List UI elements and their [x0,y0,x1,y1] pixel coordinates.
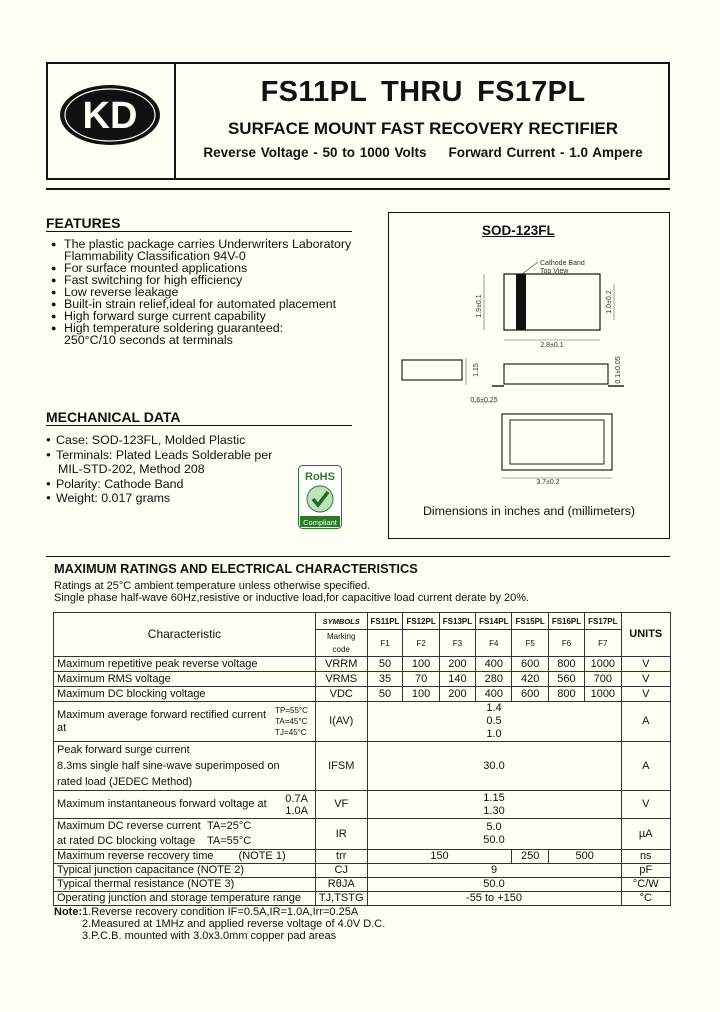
row-label: Maximum DC blocking voltage [54,687,316,702]
feature-item-cont: Flammability Classification 94V-0 [64,249,246,263]
marking-code: F1 [367,630,403,657]
row-symbol: TJ,TSTG [315,892,367,906]
cell-value: 1.15 [483,791,505,804]
mechanical-item-cont: MIL-STD-202, Method 208 [58,462,205,476]
table-row [54,892,671,906]
row-symbol: trr [315,850,367,864]
cell-value-group [367,702,621,742]
reverse-voltage-spec: Reverse Voltage - 50 to 1000 Volts [203,145,427,160]
marking-code: F3 [439,630,475,657]
feature-item: ● Low reverse leakage [46,286,376,298]
table-row [54,657,671,672]
row-unit: ns [621,850,671,864]
cell-value: 200 [439,687,475,702]
row-unit: A [621,702,671,742]
row-symbol: VDC [315,687,367,702]
row-label-ifsm [54,742,316,791]
cell-value: 250 [512,850,548,864]
feature-item: ● High forward surge current capability [46,310,376,322]
cell-value: -55 to +150 [367,892,621,906]
cell-value: 600 [512,687,548,702]
condition: TA=25°C [207,820,252,832]
row-unit: V [621,672,671,687]
condition: TJ=45°C [275,728,307,737]
mechanical-item: ● Weight: 0.017 grams [46,491,306,506]
forward-current-spec: Forward Current - 1.0 Ampere [448,145,643,160]
cell-value: 50 [367,657,403,672]
row-note: (NOTE 1) [238,850,286,862]
note-1: 1.Reverse recovery condition IF=0.5A,IR=1.0A,Irr=0.25A [82,906,359,918]
row-label-iav [54,702,316,742]
feature-item: ● The plastic package carries Underwriters Laboratory [46,238,376,250]
condition: TA=45°C [275,717,308,726]
row-label: 8.3ms single half sine-wave superimposed on [57,760,280,772]
marking-code: F4 [476,630,512,657]
cell-value: 9 [367,864,621,878]
ratings-rule [46,556,670,557]
ratings-title: MAXIMUM RATINGS AND ELECTRICAL CHARACTERISTICS [54,561,418,576]
cell-value: 1.0 [486,728,502,740]
feature-item: ● Built-in strain relief,ideal for automated placement [46,298,376,310]
mechanical-heading: MECHANICAL DATA [46,409,181,425]
cell-value: 1000 [585,657,621,672]
dim-height: 1.9±0.1 [476,294,483,318]
row-unit: V [621,687,671,702]
characteristic-header: Characteristic [54,613,316,657]
cell-value: 140 [439,672,475,687]
row-unit: °C [621,892,671,906]
part-header: FS13PL [439,613,475,630]
cell-value: 400 [476,687,512,702]
cell-value: 800 [548,657,584,672]
row-unit: °C/W [621,878,671,892]
table-row [54,672,671,687]
kd-logo [58,83,162,147]
features-list [46,238,376,346]
table-row [54,702,671,742]
cell-value: 200 [439,657,475,672]
feature-item: ● High temperature soldering guaranteed: [46,322,376,334]
part-header: FS16PL [548,613,584,630]
cell-value: 700 [585,672,621,687]
part-header: FS12PL [403,613,439,630]
dim-lead-w: 0.6±0.25 [470,397,498,404]
row-unit: pF [621,864,671,878]
cell-value: 0.5 [486,715,502,727]
mechanical-list [46,433,306,506]
cell-value: 30.0 [367,742,621,791]
part-header: FS14PL [476,613,512,630]
marking-code: F2 [403,630,439,657]
dim-lead-h: 0.1±0.05 [615,356,622,384]
mechanical-item: ● Terminals: Plated Leads Solderable per [46,448,306,463]
cell-value: 600 [512,657,548,672]
condition: 1.0A [285,804,308,817]
row-symbol: VF [315,791,367,819]
row-label-vf [54,791,316,819]
body-bottom-view [502,414,612,470]
row-label: at rated DC blocking voltage [57,835,196,847]
feature-item: ● Fast switching for high efficiency [46,274,376,286]
part-header: FS15PL [512,613,548,630]
feature-item-cont: 250°C/10 seconds at terminals [64,333,233,347]
ratings-line2: Single phase half-wave 60Hz,resistive or inductive load,for capacitive load current derate by 20%. [54,592,530,604]
page-subtitle: SURFACE MOUNT FAST RECOVERY RECTIFIER [227,119,619,138]
cell-value: 35 [367,672,403,687]
cell-value: 100 [403,657,439,672]
table-row [54,850,671,864]
row-label-ir [54,819,316,850]
package-name: SOD-123FL [482,223,555,238]
mechanical-item: ● Polarity: Cathode Band [46,477,306,492]
notes-block [54,906,385,942]
header-specs [176,145,670,160]
rohs-sub: Compliant [303,518,337,527]
table-row [54,687,671,702]
cell-value: 1.4 [486,702,502,714]
marking-code: F5 [512,630,548,657]
row-label: Maximum instantaneous forward voltage at [57,798,267,810]
rohs-badge [298,465,342,529]
row-label-trr [54,850,316,864]
cell-value: 400 [476,657,512,672]
row-symbol: IFSM [315,742,367,791]
ratings-table [53,612,671,906]
table-row [54,742,671,791]
dim-side-h: 1.15 [473,363,480,377]
cathode-label: Cathode Band [540,260,585,267]
cell-value: 1000 [585,687,621,702]
cell-value: 560 [548,672,584,687]
marking-code: F7 [585,630,621,657]
logo-text: KD [82,95,138,137]
symbols-header: SYMBOLS [315,613,367,630]
row-label: Peak forward surge current [57,744,190,756]
mechanical-rule [46,425,352,426]
table-row [54,819,671,850]
cell-value: 420 [512,672,548,687]
dim-height-right: 1.0±0.2 [606,290,613,314]
cell-value: 800 [548,687,584,702]
cell-value: 50.0 [367,878,621,892]
cell-value: 280 [476,672,512,687]
cell-value: 50 [367,687,403,702]
cell-value: 500 [548,850,621,864]
row-label: Maximum repetitive peak reverse voltage [54,657,316,672]
row-label: Maximum reverse recovery time [57,850,214,862]
top-view-label: Top View [540,268,569,275]
row-unit: V [621,657,671,672]
dim-width: 2.8±0.1 [540,342,564,349]
part-header: FS11PL [367,613,403,630]
ratings-line1: Ratings at 25°C ambient temperature unless otherwise specified. [54,580,371,592]
row-unit: µA [621,819,671,850]
cell-value: 100 [403,687,439,702]
cell-value: 150 [367,850,512,864]
row-label: Maximum average forward rectified current at [57,708,267,734]
table-row [54,864,671,878]
feature-item: ● For surface mounted applications [46,262,376,274]
part-header: FS17PL [585,613,621,630]
cell-value: 1.30 [483,804,505,817]
dim-total: 3.7±0.2 [536,479,560,486]
row-symbol: I(AV) [315,702,367,742]
cell-value-group [367,791,621,819]
body-side-view [402,360,462,380]
cell-value: 50.0 [483,834,505,846]
row-label: Maximum RMS voltage [54,672,316,687]
row-symbol: CJ [315,864,367,878]
row-label: Typical thermal resistance (NOTE 3) [54,878,316,892]
table-header-row [54,613,671,630]
marking-code: F6 [548,630,584,657]
row-label: Operating junction and storage temperature range [54,892,316,906]
page-title: FS11PL THRU FS17PL [260,76,586,108]
table-row [54,878,671,892]
units-header: UNITS [621,613,671,657]
note-2: 2.Measured at 1MHz and applied reverse voltage of 4.0V D.C. [82,918,386,930]
row-label: rated load (JEDEC Method) [57,776,193,788]
condition: TP=55°C [275,706,308,715]
row-symbol: IR [315,819,367,850]
body-front-view [504,364,608,384]
row-unit: V [621,791,671,819]
dimension-note: Dimensions in inches and (millimeters) [422,504,636,518]
row-symbol: RθJA [315,878,367,892]
package-drawing [388,240,670,502]
header-rule [46,188,670,190]
row-symbol: VRRM [315,657,367,672]
notes-label: Note: [54,906,83,918]
cell-value: 70 [403,672,439,687]
cathode-band [516,274,526,330]
features-heading: FEATURES [46,215,121,231]
features-rule [46,231,352,232]
row-symbol: VRMS [315,672,367,687]
mechanical-item: ● Case: SOD-123FL, Molded Plastic [46,433,306,448]
note-3: 3.P.C.B. mounted with 3.0x3.0mm copper pad areas [82,930,337,942]
cell-value: 5.0 [486,821,502,833]
row-label: Typical junction capacitance (NOTE 2) [54,864,316,878]
condition: 0.7A [285,792,308,805]
row-unit: A [621,742,671,791]
rohs-label: RoHS [305,471,335,483]
marking-header: Marking code [315,630,367,657]
cell-value-group [367,819,621,850]
table-row [54,791,671,819]
condition: TA=55°C [207,835,252,847]
row-label: Maximum DC reverse current [57,820,201,832]
